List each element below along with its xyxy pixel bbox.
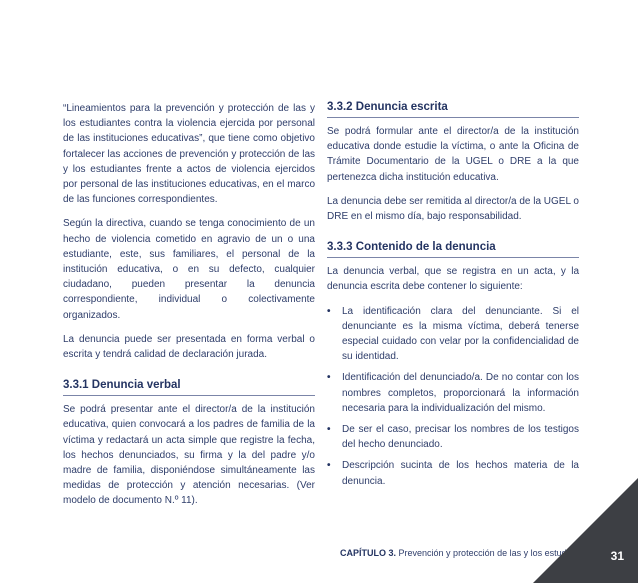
paragraph-lineamientos: “Lineamientos para la prevención y protección de las y los estudiantes contra la violencia ejercida por personal de las instituciones educativas”, que tiene como objetivo fortalecer las acciones de prevención y protección de las y los estudiantes frente a actos de violencia ejercidos por personal de las instituciones educativas, en el marco de las funciones correspondientes.	[63, 103, 315, 206]
paragraph-forma-denuncia: La denuncia puede ser presentada en forma verbal o escrita y tendrá calidad de declaración jurada.	[63, 333, 315, 361]
paragraph-denuncia-escrita-2: La denuncia debe ser remitida al director/a de la UGEL o DRE en el mismo día, bajo responsabilidad.	[327, 195, 579, 223]
bullet-icon: •	[327, 460, 331, 472]
list-item-text: La identificación clara del denunciante. Si el denunciante es la misma víctima, deberá tenerse especial cuidado con velar por la confidencialidad de su identidad.	[342, 305, 579, 363]
right-column	[327, 101, 579, 495]
heading-contenido-denuncia: 3.3.3 Contenido de la denuncia	[327, 241, 579, 258]
list-item	[327, 422, 579, 452]
list-item	[327, 304, 579, 365]
left-column	[63, 101, 315, 518]
footer-chapter-label: CAPÍTULO 3.	[340, 548, 397, 558]
page-number: 31	[610, 549, 624, 563]
paragraph-denuncia-escrita-1: Se podrá formular ante el director/a de la institución educativa donde estudie la víctima, o ante la Oficina de Trámite Documentario de la UGEL o DRE a la que pertenezca dicha institución educativa.	[327, 126, 579, 183]
bullet-icon: •	[327, 372, 331, 384]
contenido-list	[327, 304, 579, 489]
list-item	[327, 370, 579, 416]
bullet-icon: •	[327, 424, 331, 436]
page-corner-decoration	[533, 478, 638, 583]
list-item-text: Descripción sucinta de los hechos materia de la denuncia.	[342, 460, 579, 487]
footer-chapter-title: Prevención y protección de las y los estudiantes	[398, 548, 591, 558]
paragraph-directiva: Según la directiva, cuando se tenga conocimiento de un hecho de violencia cometido en agravio de un o una estudiante, este, sus familiares, el personal de la institución educativa, o en su defecto, cualquier ciudadano, pueden presentar la denuncia correspondiente, individual o colectivamente organizados.	[63, 218, 315, 321]
heading-denuncia-escrita: 3.3.2 Denuncia escrita	[327, 101, 579, 118]
heading-denuncia-verbal: 3.3.1 Denuncia verbal	[63, 379, 315, 396]
list-item-text: De ser el caso, precisar los nombres de los testigos del hecho denunciado.	[342, 424, 579, 451]
paragraph-denuncia-verbal: Se podrá presentar ante el director/a de la institución educativa, quien convocará a los padres de familia de la víctima y redactará un acta simple que registre la fecha, los hechos denunciados, su firma y la del padre y/o madre de familia, disponiéndose simultáneamente las medidas de protección y atención necesarias. (Ver modelo de documento N.º 11).	[63, 404, 315, 507]
list-item-text: Identificación del denunciado/a. De no contar con los nombres completos, proporcionará la información necesaria para la individualización del mismo.	[342, 372, 579, 414]
paragraph-contenido-intro: La denuncia verbal, que se registra en un acta, y la denuncia escrita debe contener lo siguiente:	[327, 266, 579, 293]
bullet-icon: •	[327, 305, 331, 317]
